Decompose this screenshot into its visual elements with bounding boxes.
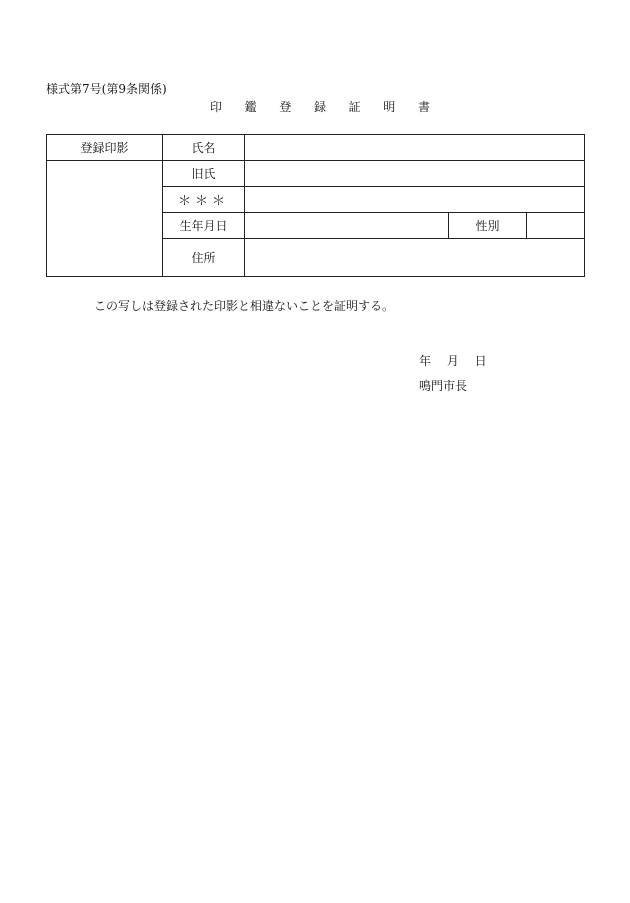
former-surname-label-cell: 旧氏 [163, 161, 245, 187]
certification-statement: この写しは登録された印影と相違ないことを証明する。 [94, 299, 395, 313]
date-line: 年 月 日 [419, 354, 487, 368]
title-char: 書 [417, 100, 430, 114]
title-char: 明 [383, 100, 396, 114]
masked-value-cell [245, 187, 585, 213]
document-title [210, 98, 430, 115]
former-surname-value-cell [245, 161, 585, 187]
birthdate-value-cell [245, 213, 449, 239]
title-char: 印 [210, 100, 223, 114]
title-char: 鑑 [244, 100, 257, 114]
address-value-cell [245, 239, 585, 277]
address-label-cell: 住所 [163, 239, 245, 277]
table-row [47, 135, 585, 161]
gender-label-cell: 性別 [449, 213, 527, 239]
form-number: 様式第7号(第9条関係) [46, 82, 167, 96]
seal-header-cell: 登録印影 [47, 135, 163, 161]
gender-value-cell [527, 213, 585, 239]
table-row [47, 161, 585, 187]
certificate-table [46, 134, 585, 277]
title-char: 証 [348, 100, 361, 114]
title-char: 登 [279, 100, 292, 114]
title-char: 録 [313, 100, 326, 114]
name-value-cell [245, 135, 585, 161]
name-label-cell: 氏名 [163, 135, 245, 161]
seal-impression-cell [47, 161, 163, 277]
birthdate-label-cell: 生年月日 [163, 213, 245, 239]
issuer-name: 鳴門市長 [419, 379, 468, 393]
masked-label-cell: ＊＊＊ [163, 187, 245, 213]
